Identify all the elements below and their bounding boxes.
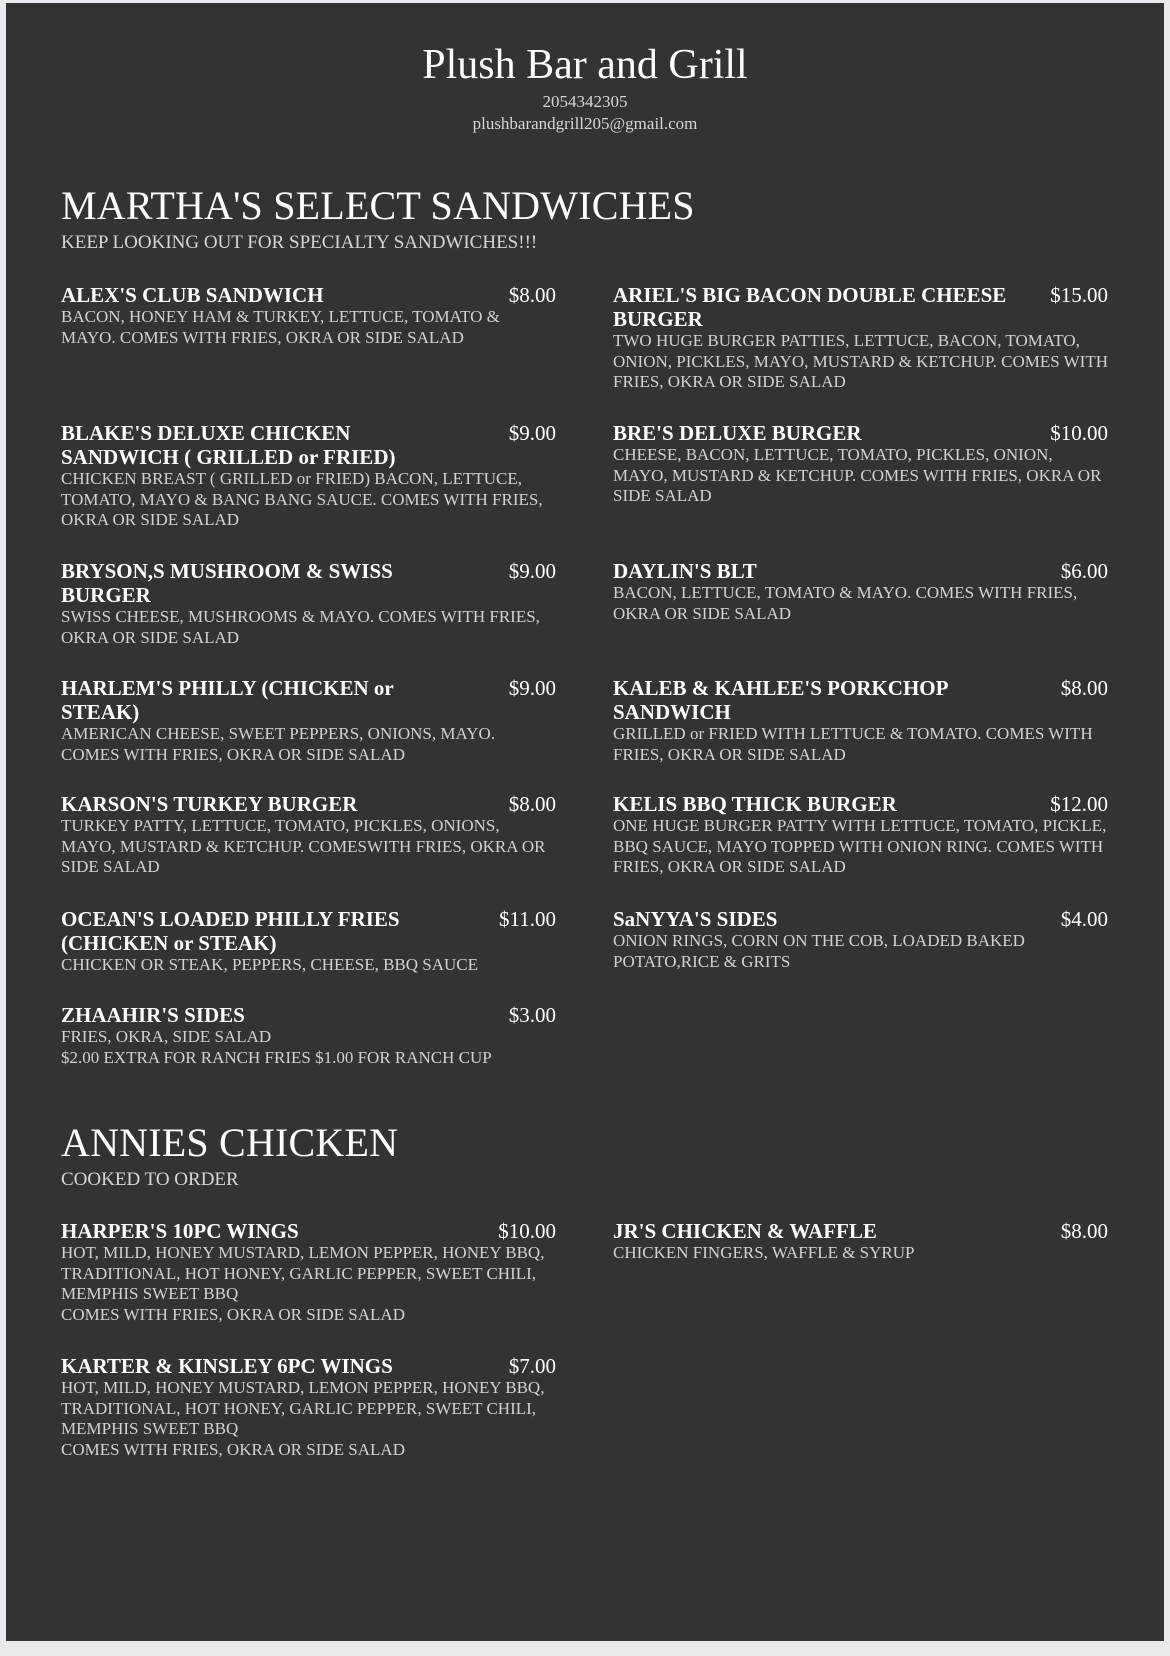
- menu-item: [61, 421, 556, 531]
- restaurant-name: Plush Bar and Grill: [422, 42, 748, 88]
- item-name: SaNYYA'S SIDES: [613, 907, 778, 931]
- item-name: HARPER'S 10PC WINGS: [61, 1219, 299, 1243]
- item-name: ARIEL'S BIG BACON DOUBLE CHEESE BURGER: [613, 283, 1007, 331]
- item-name: BRYSON,S MUSHROOM & SWISS BURGER: [61, 559, 393, 607]
- item-price: $8.00: [1060, 676, 1108, 700]
- item-price: $8.00: [508, 283, 556, 307]
- menu-page: [6, 3, 1164, 1641]
- item-price: $8.00: [508, 792, 556, 816]
- item-description: ONE HUGE BURGER PATTY WITH LETTUCE, TOMATO, PICKLE, BBQ SAUCE, MAYO TOPPED WITH ONION RING. COMES WITH FRIES, OKRA OR SIDE SALAD: [613, 816, 1107, 876]
- menu-item: [613, 559, 1108, 624]
- item-name: ALEX'S CLUB SANDWICH: [61, 283, 324, 307]
- item-name: DAYLIN'S BLT: [613, 559, 757, 583]
- menu-item: [613, 907, 1108, 972]
- menu-item: [613, 283, 1108, 393]
- item-name: BRE'S DELUXE BURGER: [613, 421, 862, 445]
- item-description: GRILLED or FRIED WITH LETTUCE & TOMATO. COMES WITH FRIES, OKRA OR SIDE SALAD: [613, 724, 1093, 764]
- item-name: BLAKE'S DELUXE CHICKEN SANDWICH ( GRILLED or FRIED): [61, 421, 396, 469]
- menu-item: [61, 1003, 556, 1068]
- item-price: $9.00: [508, 559, 556, 583]
- item-description: ONION RINGS, CORN ON THE COB, LOADED BAKED POTATO,RICE & GRITS: [613, 931, 1025, 971]
- item-price: $15.00: [1050, 283, 1108, 307]
- item-name: JR'S CHICKEN & WAFFLE: [613, 1219, 877, 1243]
- menu-item: [613, 676, 1108, 765]
- menu-item: [61, 676, 556, 765]
- item-name: HARLEM'S PHILLY (CHICKEN or STEAK): [61, 676, 394, 724]
- item-price: $10.00: [1050, 421, 1108, 445]
- menu-item: [61, 559, 556, 648]
- item-name: KARSON'S TURKEY BURGER: [61, 792, 358, 816]
- section-subtitle: KEEP LOOKING OUT FOR SPECIALTY SANDWICHES!!!: [61, 232, 538, 253]
- menu-item: [613, 1219, 1108, 1264]
- item-price: $3.00: [508, 1003, 556, 1027]
- item-description: CHICKEN OR STEAK, PEPPERS, CHEESE, BBQ SAUCE: [61, 955, 479, 974]
- item-description: TWO HUGE BURGER PATTIES, LETTUCE, BACON, TOMATO, ONION, PICKLES, MAYO, MUSTARD & KETCHUP. COMES WITH FRIES, OKRA OR SIDE SALAD: [613, 331, 1108, 391]
- section-title: ANNIES CHICKEN: [61, 1120, 399, 1165]
- menu-item: [613, 421, 1108, 507]
- item-description: CHICKEN BREAST ( GRILLED or FRIED) BACON, LETTUCE, TOMATO, MAYO & BANG BANG SAUCE. COMES WITH FRIES, OKRA OR SIDE SALAD: [61, 469, 543, 529]
- restaurant-phone: 2054342305: [542, 92, 628, 111]
- item-price: $12.00: [1050, 792, 1108, 816]
- item-description: FRIES, OKRA, SIDE SALAD $2.00 EXTRA FOR RANCH FRIES $1.00 FOR RANCH CUP: [61, 1027, 492, 1067]
- menu-header: [6, 39, 1164, 135]
- item-name: ZHAAHIR'S SIDES: [61, 1003, 245, 1027]
- restaurant-email: plushbarandgrill205@gmail.com: [472, 114, 698, 133]
- item-price: $11.00: [499, 907, 556, 931]
- menu-item: [61, 907, 556, 976]
- item-description: AMERICAN CHEESE, SWEET PEPPERS, ONIONS, MAYO. COMES WITH FRIES, OKRA OR SIDE SALAD: [61, 724, 496, 764]
- menu-item: [613, 792, 1108, 878]
- item-description: TURKEY PATTY, LETTUCE, TOMATO, PICKLES, ONIONS, MAYO, MUSTARD & KETCHUP. COMESWITH FRIES, OKRA OR SIDE SALAD: [61, 816, 546, 876]
- section-title: MARTHA'S SELECT SANDWICHES: [61, 183, 695, 228]
- item-description: BACON, HONEY HAM & TURKEY, LETTUCE, TOMATO & MAYO. COMES WITH FRIES, OKRA OR SIDE SALAD: [61, 307, 500, 347]
- item-price: $9.00: [508, 676, 556, 700]
- item-description: BACON, LETTUCE, TOMATO & MAYO. COMES WITH FRIES, OKRA OR SIDE SALAD: [613, 583, 1078, 623]
- item-description: CHICKEN FINGERS, WAFFLE & SYRUP: [613, 1243, 915, 1262]
- item-price: $10.00: [498, 1219, 556, 1243]
- menu-item: [61, 283, 556, 348]
- item-description: HOT, MILD, HONEY MUSTARD, LEMON PEPPER, HONEY BBQ, TRADITIONAL, HOT HONEY, GARLIC PEPPER, SWEET CHILI, MEMPHIS SWEET BBQ COMES WITH FRIES, OKRA OR SIDE SALAD: [61, 1243, 545, 1324]
- menu-item: [61, 1354, 556, 1460]
- item-name: OCEAN'S LOADED PHILLY FRIES (CHICKEN or STEAK): [61, 907, 400, 955]
- item-price: $9.00: [508, 421, 556, 445]
- item-description: SWISS CHEESE, MUSHROOMS & MAYO. COMES WITH FRIES, OKRA OR SIDE SALAD: [61, 607, 540, 647]
- item-name: KARTER & KINSLEY 6PC WINGS: [61, 1354, 393, 1378]
- item-description: CHEESE, BACON, LETTUCE, TOMATO, PICKLES, ONION, MAYO, MUSTARD & KETCHUP. COMES WITH FRIES, OKRA OR SIDE SALAD: [613, 445, 1102, 505]
- item-name: KELIS BBQ THICK BURGER: [613, 792, 897, 816]
- item-description: HOT, MILD, HONEY MUSTARD, LEMON PEPPER, HONEY BBQ, TRADITIONAL, HOT HONEY, GARLIC PEPPER, SWEET CHILI, MEMPHIS SWEET BBQ COMES WITH FRIES, OKRA OR SIDE SALAD: [61, 1378, 545, 1459]
- item-name: KALEB & KAHLEE'S PORKCHOP SANDWICH: [613, 676, 948, 724]
- menu-item: [61, 1219, 556, 1325]
- item-price: $4.00: [1060, 907, 1108, 931]
- item-price: $7.00: [508, 1354, 556, 1378]
- section-subtitle: COOKED TO ORDER: [61, 1169, 239, 1190]
- item-price: $8.00: [1060, 1219, 1108, 1243]
- item-price: $6.00: [1060, 559, 1108, 583]
- menu-item: [61, 792, 556, 878]
